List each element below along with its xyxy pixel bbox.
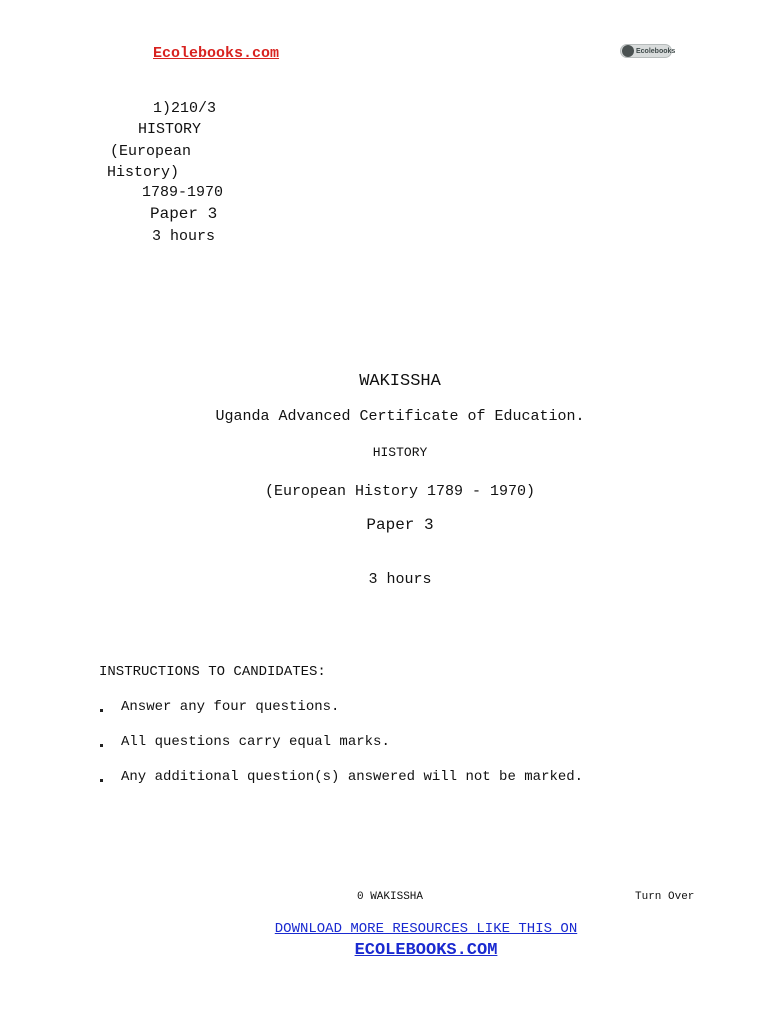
instruction-item: Answer any four questions. — [121, 699, 340, 715]
course-title: (European History 1789 - 1970) — [264, 483, 536, 500]
logo-text: Ecolebooks — [636, 47, 676, 55]
site-link[interactable]: Ecolebooks.com — [153, 45, 280, 62]
turn-over-text: Turn Over — [635, 891, 695, 903]
cover-years: 1789-1970 — [142, 184, 224, 201]
download-site-link[interactable]: ECOLEBOOKS.COM — [354, 941, 498, 960]
instructions-heading: INSTRUCTIONS TO CANDIDATES: — [99, 664, 326, 680]
bullet-icon — [100, 779, 103, 782]
paper-code: 1)210/3 — [153, 100, 217, 117]
duration-title: 3 hours — [368, 571, 432, 588]
instruction-item: All questions carry equal marks. — [121, 734, 390, 750]
cover-subject: HISTORY — [138, 121, 202, 138]
certificate-title: Uganda Advanced Certificate of Education. — [215, 408, 585, 425]
cover-duration: 3 hours — [152, 228, 216, 245]
logo-globe-icon — [622, 45, 634, 57]
org-title: WAKISSHA — [359, 372, 441, 391]
bullet-icon — [100, 709, 103, 712]
cover-paper: Paper 3 — [150, 205, 218, 223]
copyright-text: 0 WAKISSHA — [357, 891, 424, 903]
paper-title: Paper 3 — [366, 516, 434, 534]
cover-course-line2: History) — [107, 164, 180, 181]
cover-course-line1: (European — [110, 143, 192, 160]
bullet-icon — [100, 744, 103, 747]
download-resources-link[interactable]: DOWNLOAD MORE RESOURCES LIKE THIS ON — [274, 921, 578, 937]
ecolebooks-logo — [620, 44, 676, 58]
subject-title: HISTORY — [372, 445, 428, 460]
instruction-item: Any additional question(s) answered will not be marked. — [121, 769, 584, 785]
